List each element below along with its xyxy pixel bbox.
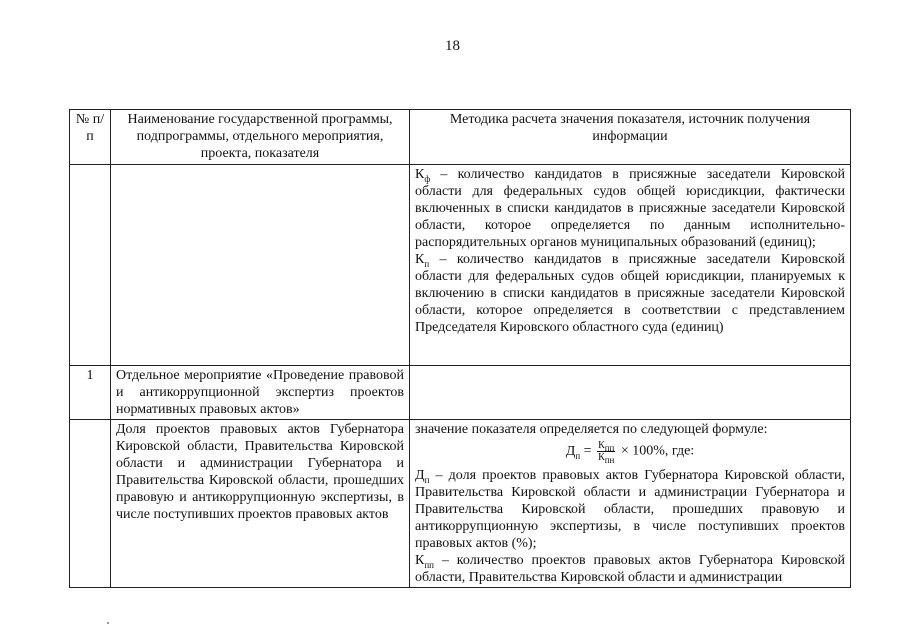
cell-name-1: Отдельное мероприятие «Проведение правовой и антикоррупционной экспертиз проектов нормативных правовых актов»: [111, 366, 410, 420]
page-number: 18: [445, 38, 460, 54]
header-method: Методика расчета значения показателя, источник получения информации: [410, 110, 851, 165]
table-row-continuation: [70, 165, 851, 366]
header-name: Наименование государственной программы, подпрограммы, отдельного мероприятия, проекта, показателя: [111, 110, 410, 165]
kpp-definition: $К_{пп}$ – количество проектов правовых актов Губернатора Кировской области, Правительства Кировской области и администрации: [415, 553, 845, 585]
cell-name-empty: [111, 165, 410, 366]
indicator-table: [69, 109, 851, 588]
dp-definition: $Д_п$ – доля проектов правовых актов Губернатора Кировской области, Правительства Кировской области и администрации Губернатора и Правительства Кировской области, прошедших правовую и антикоррупционную экспертизы, в числе поступивших проектов правовых актов (%);: [415, 468, 845, 551]
cell-method-2: [410, 420, 851, 588]
table-row-1: [70, 366, 851, 420]
formula-fraction: $\frac{К_{пп}}{К_{пн}}$: [598, 440, 615, 465]
cell-num-empty: [70, 165, 111, 366]
table-header-row: [70, 110, 851, 165]
kf-definition: $К_ф$ – количество кандидатов в присяжные заседатели Кировской области для федеральных судов общей юрисдикции, фактически включенных в списки кандидатов в присяжные заседатели Кировской области, которое определяется по данным исполнительно-распорядительных органов муниципальных образований (единиц);: [415, 167, 845, 250]
cell-num-1: 1: [70, 366, 111, 420]
formula-intro: значение показателя определяется по следующей формуле:: [415, 422, 768, 437]
cell-name-2: Доля проектов правовых актов Губернатора Кировской области, Правительства Кировской области и администрации Губернатора и Правительства Кировской области, прошедших правовую и антикоррупционную экспертизы, в числе поступивших проектов правовых актов: [111, 420, 410, 588]
table-row-2: [70, 420, 851, 588]
cell-method-continuation: [410, 165, 851, 366]
cell-num-2: [70, 420, 111, 588]
header-num: № п/п: [70, 110, 111, 165]
formula: $Д_п$ = $\frac{К_{пп}}{К_{пн}}$ × 100%, где:: [565, 440, 695, 465]
kp-definition: $К_п$ – количество кандидатов в присяжные заседатели Кировской области для федеральных судов общей юрисдикции, планируемых к включению в списки кандидатов в присяжные заседатели Кировской области, которое определяется в соответствии с представлением Председателя Кировского областного суда (единиц): [415, 252, 845, 335]
cell-method-1: [410, 366, 851, 420]
scan-speck: [107, 622, 109, 624]
